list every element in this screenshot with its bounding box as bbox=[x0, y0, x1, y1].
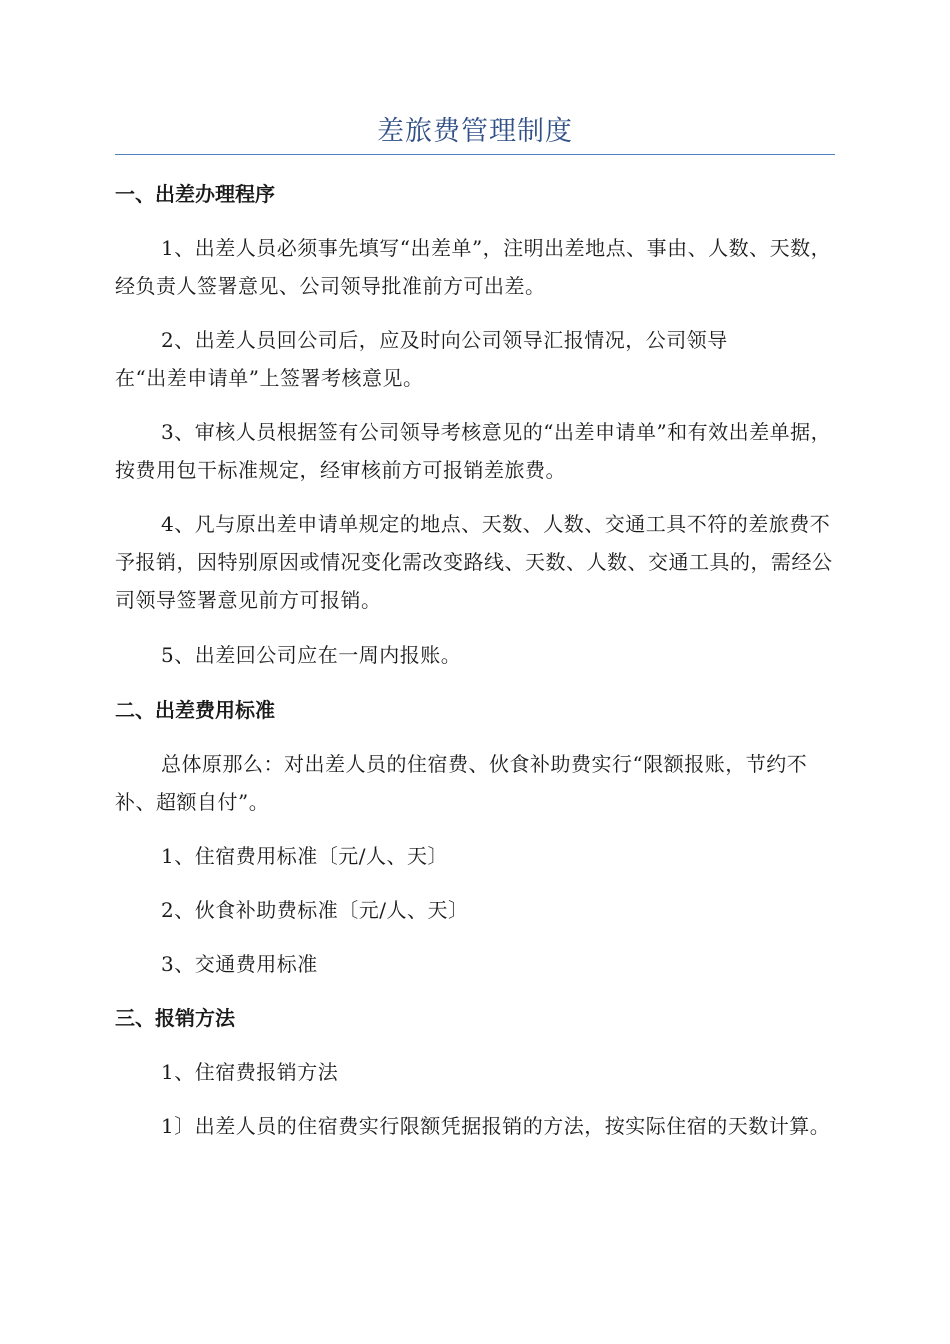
paragraph: 1、住宿费报销方法 bbox=[161, 1060, 339, 1084]
section-heading-procedure: 一、出差办理程序 bbox=[115, 182, 275, 206]
paragraph: 1、住宿费用标准〔元/人、天〕 bbox=[161, 844, 448, 868]
document-title: 差旅费管理制度 bbox=[377, 116, 573, 147]
paragraph: 2、出差人员回公司后，应及时向公司领导汇报情况，公司领导在“出差申请单”上签署考核意见。 bbox=[115, 328, 728, 390]
paragraph: 3、交通费用标准 bbox=[161, 952, 318, 976]
paragraph: 1、出差人员必须事先填写“出差单”，注明出差地点、事由、人数、天数，经负责人签署意见、公司领导批准前方可出差。 bbox=[115, 236, 832, 298]
paragraph: 3、审核人员根据签有公司领导考核意见的“出差申请单”和有效出差单据，按费用包干标准规定，经审核前方可报销差旅费。 bbox=[115, 420, 832, 482]
paragraph: 2、伙食补助费标准〔元/人、天〕 bbox=[161, 898, 469, 922]
paragraph: 4、凡与原出差申请单规定的地点、天数、人数、交通工具不符的差旅费不予报销，因特别原因或情况变化需改变路线、天数、人数、交通工具的，需经公司领导签署意见前方可报销。 bbox=[115, 512, 833, 612]
title-underline bbox=[115, 154, 835, 155]
paragraph: 5、出差回公司应在一周内报账。 bbox=[161, 643, 462, 667]
paragraph: 1〕出差人员的住宿费实行限额凭据报销的方法，按实际住宿的天数计算。 bbox=[161, 1114, 831, 1138]
section-heading-standards: 二、出差费用标准 bbox=[115, 698, 275, 722]
section-heading-reimbursement: 三、报销方法 bbox=[115, 1006, 235, 1030]
paragraph: 总体原那么：对出差人员的住宿费、伙食补助费实行“限额报账，节约不补、超额自付”。 bbox=[115, 752, 808, 814]
